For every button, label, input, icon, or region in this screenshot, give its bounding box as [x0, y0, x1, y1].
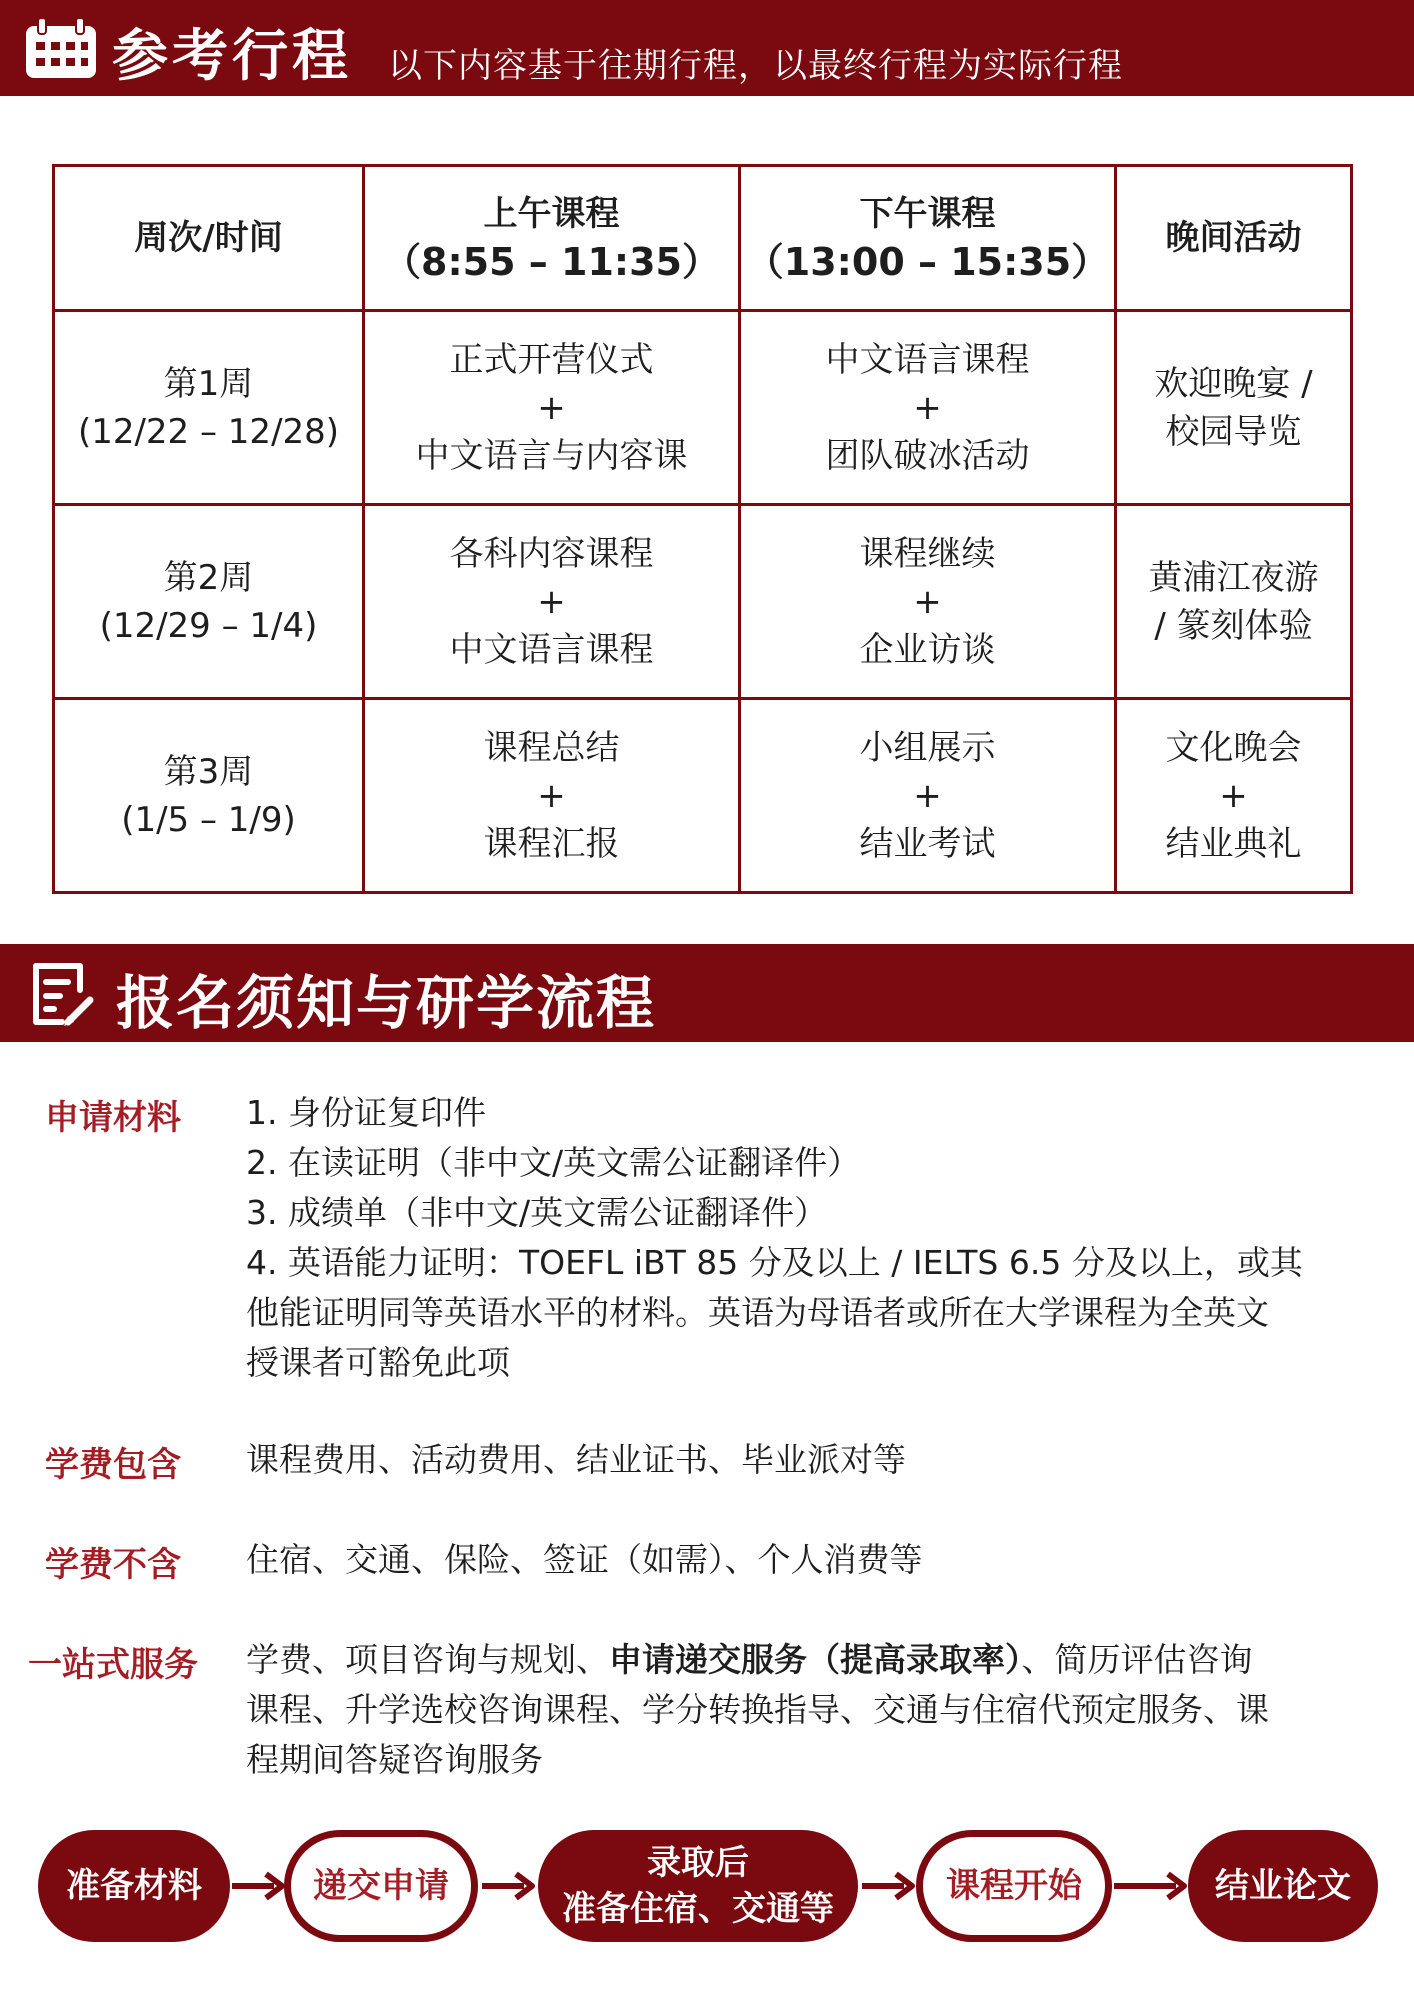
- header-morning: [364, 166, 740, 311]
- week-cell: [54, 311, 364, 505]
- cell-line: 团队破冰活动: [825, 435, 1030, 476]
- afternoon-cell: [740, 311, 1116, 505]
- included-text: 课程费用、活动费用、结业证书、毕业派对等: [246, 1440, 906, 1479]
- included-label: 学费包含: [45, 1445, 181, 1485]
- cell-line: 中文语言课程: [449, 629, 654, 670]
- week-cell: [54, 505, 364, 699]
- arrow-right-icon: [1112, 1866, 1188, 1906]
- service-line: [246, 1635, 1376, 1685]
- cell-line: 课程继续: [859, 533, 996, 574]
- morning-cell: [364, 505, 740, 699]
- list-item: 授课者可豁免此项: [246, 1343, 510, 1382]
- header-morning-time: （8:55 – 11:35）: [383, 240, 720, 284]
- flow-step-course-start: 课程开始: [916, 1830, 1112, 1942]
- cell-line: 课程汇报: [483, 823, 620, 864]
- evening-cell: [1116, 311, 1352, 505]
- cell-line: 黄浦江夜游: [1148, 557, 1319, 598]
- cell-line: 结业典礼: [1165, 823, 1302, 864]
- cell-plus: +: [1219, 775, 1248, 816]
- header-morning-title: 上午课程: [483, 194, 620, 234]
- cell-line: 文化晚会: [1165, 727, 1302, 768]
- cell-line: 正式开营仪式: [449, 339, 654, 380]
- week-cell: [54, 699, 364, 893]
- list-item: 4. 英语能力证明：TOEFL iBT 85 分及以上 / IELTS 6.5 分及以上，或其: [246, 1243, 1303, 1282]
- calendar-icon: [24, 18, 98, 80]
- morning-cell: [364, 699, 740, 893]
- service-line: 课程、升学选校咨询课程、学分转换指导、交通与住宿代预定服务、课: [246, 1690, 1269, 1729]
- header-afternoon-title: 下午课程: [859, 194, 996, 234]
- arrow-right-icon: [480, 1866, 536, 1906]
- arrow-right-icon: [230, 1866, 286, 1906]
- table-header-row: [54, 166, 1352, 311]
- materials-label: 申请材料: [45, 1098, 181, 1138]
- flow-step-after-admission: [538, 1830, 858, 1942]
- excluded-label: 学费不含: [45, 1545, 181, 1585]
- cell-line: 中文语言课程: [825, 339, 1030, 380]
- cell-line: 欢迎晚宴 /: [1154, 363, 1313, 404]
- cell-plus: +: [537, 581, 566, 622]
- service-text: [246, 1635, 1376, 1785]
- service-line: 程期间答疑咨询服务: [246, 1740, 543, 1779]
- header-afternoon-time: （13:00 – 15:35）: [745, 240, 1110, 284]
- document-edit-icon: [28, 960, 98, 1030]
- list-item: 他能证明同等英语水平的材料。英语为母语者或所在大学课程为全英文: [246, 1293, 1269, 1332]
- week-label: 第3周: [163, 751, 254, 792]
- flow-step-line: 录取后: [647, 1843, 749, 1883]
- week-dates: (1/5 – 1/9): [121, 799, 296, 840]
- list-item: 3. 成绩单（非中文/英文需公证翻译件）: [246, 1193, 828, 1232]
- cell-line: 校园导览: [1165, 411, 1302, 452]
- evening-cell: [1116, 505, 1352, 699]
- cell-line: 企业访谈: [859, 629, 996, 670]
- week-label: 第1周: [163, 363, 254, 404]
- cell-line: 课程总结: [483, 727, 620, 768]
- service-highlight: 申请递交服务（提高录取率）: [609, 1640, 1022, 1679]
- cell-plus: +: [913, 581, 942, 622]
- schedule-table: [52, 164, 1353, 894]
- table-row: [54, 699, 1352, 893]
- cell-plus: +: [913, 775, 942, 816]
- cell-plus: +: [537, 775, 566, 816]
- header-week-time: 周次/时间: [54, 166, 364, 311]
- flow-step-final-paper: 结业论文: [1188, 1830, 1378, 1942]
- service-text-part: 、简历评估咨询: [1021, 1640, 1253, 1679]
- service-text-part: 学费、项目咨询与规划、: [246, 1640, 609, 1679]
- table-row: [54, 311, 1352, 505]
- arrow-right-icon: [860, 1866, 916, 1906]
- cell-line: 结业考试: [859, 823, 996, 864]
- afternoon-cell: [740, 699, 1116, 893]
- afternoon-cell: [740, 505, 1116, 699]
- flow-step-line: 准备住宿、交通等: [562, 1889, 834, 1929]
- morning-cell: [364, 311, 740, 505]
- process-title: 报名须知与研学流程: [116, 969, 657, 1037]
- list-item: 2. 在读证明（非中文/英文需公证翻译件）: [246, 1143, 861, 1182]
- week-dates: (12/29 – 1/4): [99, 605, 318, 646]
- cell-plus: +: [913, 387, 942, 428]
- cell-line: 中文语言与内容课: [415, 435, 688, 476]
- service-label: 一站式服务: [28, 1645, 198, 1685]
- list-item: 1. 身份证复印件: [246, 1093, 486, 1132]
- evening-cell: [1116, 699, 1352, 893]
- materials-list: [246, 1088, 1376, 1388]
- cell-line: 各科内容课程: [449, 533, 654, 574]
- header-evening: 晚间活动: [1116, 166, 1352, 311]
- header-afternoon: [740, 166, 1116, 311]
- excluded-text: 住宿、交通、保险、签证（如需）、个人消费等: [246, 1540, 923, 1579]
- week-dates: (12/22 – 12/28): [77, 411, 340, 452]
- cell-line: / 篆刻体验: [1154, 605, 1313, 646]
- schedule-title: 参考行程: [112, 24, 352, 89]
- week-label: 第2周: [163, 557, 254, 598]
- flow-step-prepare-materials: 准备材料: [38, 1830, 230, 1942]
- cell-plus: +: [537, 387, 566, 428]
- flow-step-submit-application: 递交申请: [284, 1830, 478, 1942]
- table-row: [54, 505, 1352, 699]
- schedule-subtitle: 以下内容基于往期行程，以最终行程为实际行程: [388, 46, 1123, 86]
- cell-line: 小组展示: [859, 727, 996, 768]
